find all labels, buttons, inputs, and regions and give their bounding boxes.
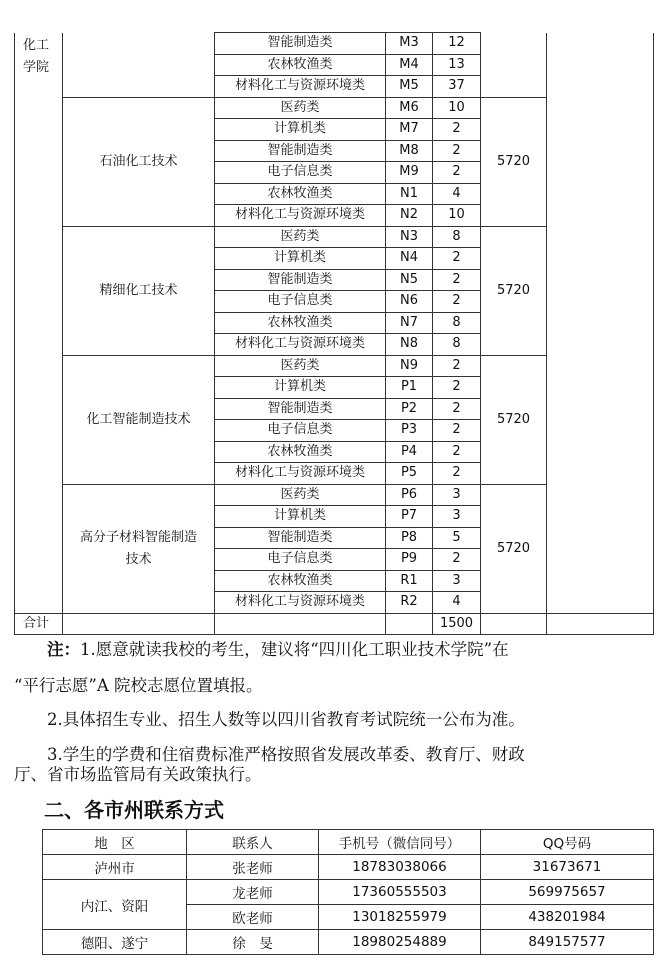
total-count: 1500	[433, 613, 481, 635]
category-cell: 农林牧渔类	[215, 312, 386, 334]
phone-number: 18980254889	[319, 930, 481, 955]
contact-name: 徐 旻	[187, 930, 319, 955]
column-header: 手机号（微信同号）	[319, 830, 481, 855]
empty-cell	[481, 613, 547, 635]
contact-row	[43, 855, 654, 880]
column-header: QQ号码	[481, 830, 654, 855]
count-cell: 13	[433, 54, 481, 76]
category-cell: 计算机类	[215, 248, 386, 270]
code-cell: M3	[386, 33, 433, 55]
code-cell: N1	[386, 183, 433, 205]
major-cell: 石油化工技术	[63, 97, 215, 226]
fee-cell	[481, 33, 547, 98]
note-1	[14, 640, 614, 660]
category-cell: 医药类	[215, 97, 386, 119]
code-cell: N9	[386, 355, 433, 377]
major-cell	[63, 33, 215, 98]
qq-number: 849157577	[481, 930, 654, 955]
code-cell: M4	[386, 54, 433, 76]
major-cell: 化工智能制造技术	[63, 355, 215, 484]
enrollment-table	[14, 32, 654, 635]
count-cell: 3	[433, 506, 481, 528]
category-cell: 材料化工与资源环境类	[215, 334, 386, 356]
category-cell: 电子信息类	[215, 291, 386, 313]
major-cell	[63, 484, 215, 613]
major-name-line: 高分子材料智能制造	[79, 529, 197, 545]
code-cell: P8	[386, 527, 433, 549]
total-row	[15, 613, 654, 635]
empty-cell	[63, 613, 215, 635]
note-1-line-1: 1.愿意就读我校的考生，建议将“四川化工职业技术学院”在	[80, 640, 509, 659]
category-cell: 计算机类	[215, 377, 386, 399]
contact-table	[42, 829, 654, 955]
fee-cell: 5720	[481, 97, 547, 226]
contact-row	[43, 880, 654, 905]
note-prefix: 注：	[47, 640, 80, 659]
contact-name: 龙老师	[187, 880, 319, 905]
count-cell: 3	[433, 570, 481, 592]
category-cell: 医药类	[215, 355, 386, 377]
count-cell: 10	[433, 97, 481, 119]
category-cell: 农林牧渔类	[215, 570, 386, 592]
code-cell: N2	[386, 205, 433, 227]
code-cell: R2	[386, 592, 433, 614]
count-cell: 2	[433, 291, 481, 313]
category-cell: 计算机类	[215, 506, 386, 528]
remarks-cell	[547, 33, 654, 614]
category-cell: 智能制造类	[215, 398, 386, 420]
count-cell: 2	[433, 140, 481, 162]
note-1-line-2: “平行志愿”A 院校志愿位置填报。	[14, 676, 263, 695]
category-cell: 智能制造类	[215, 269, 386, 291]
note-2: 2.具体招生专业、招生人数等以四川省教育考试院统一公布为准。	[47, 710, 525, 729]
note-3: 3.学生的学费和住宿费标准严格按照省发展改革委、教育厅、财政	[47, 745, 525, 764]
category-cell: 农林牧渔类	[215, 54, 386, 76]
category-cell: 农林牧渔类	[215, 183, 386, 205]
fee-cell: 5720	[481, 484, 547, 613]
count-cell: 4	[433, 592, 481, 614]
fee-cell: 5720	[481, 355, 547, 484]
qq-number: 438201984	[481, 905, 654, 930]
college-name: 化工学院	[23, 37, 50, 75]
phone-number: 17360555503	[319, 880, 481, 905]
qq-number: 31673671	[481, 855, 654, 880]
count-cell: 5	[433, 527, 481, 549]
code-cell: N7	[386, 312, 433, 334]
code-cell: N4	[386, 248, 433, 270]
count-cell: 2	[433, 119, 481, 141]
code-cell: M9	[386, 162, 433, 184]
code-cell: R1	[386, 570, 433, 592]
code-cell: P5	[386, 463, 433, 485]
count-cell: 2	[433, 463, 481, 485]
contact-row	[43, 930, 654, 955]
column-header: 联系人	[187, 830, 319, 855]
column-header: 地 区	[43, 830, 187, 855]
note-3-line-2: 厅、省市场监管局有关政策执行。	[14, 765, 262, 784]
category-cell: 智能制造类	[215, 527, 386, 549]
category-cell: 医药类	[215, 484, 386, 506]
code-cell: N5	[386, 269, 433, 291]
category-cell: 智能制造类	[215, 33, 386, 55]
category-cell: 农林牧渔类	[215, 441, 386, 463]
code-cell: P3	[386, 420, 433, 442]
count-cell: 37	[433, 76, 481, 98]
college-cell	[15, 33, 63, 614]
code-cell: P6	[386, 484, 433, 506]
code-cell: P1	[386, 377, 433, 399]
count-cell: 2	[433, 269, 481, 291]
count-cell: 8	[433, 334, 481, 356]
region-cell: 德阳、遂宁	[43, 930, 187, 955]
region-cell: 泸州市	[43, 855, 187, 880]
count-cell: 2	[433, 162, 481, 184]
code-cell: M8	[386, 140, 433, 162]
contact-name: 欧老师	[187, 905, 319, 930]
region-cell: 内江、资阳	[43, 880, 187, 930]
qq-number: 569975657	[481, 880, 654, 905]
phone-number: 18783038066	[319, 855, 481, 880]
count-cell: 2	[433, 248, 481, 270]
code-cell: M6	[386, 97, 433, 119]
contact-name: 张老师	[187, 855, 319, 880]
category-cell: 材料化工与资源环境类	[215, 592, 386, 614]
code-cell: N3	[386, 226, 433, 248]
code-cell: M7	[386, 119, 433, 141]
category-cell: 电子信息类	[215, 420, 386, 442]
code-cell: N8	[386, 334, 433, 356]
code-cell: P9	[386, 549, 433, 571]
phone-number: 13018255979	[319, 905, 481, 930]
code-cell: N6	[386, 291, 433, 313]
empty-cell	[215, 613, 386, 635]
category-cell: 电子信息类	[215, 162, 386, 184]
major-cell: 精细化工技术	[63, 226, 215, 355]
category-cell: 智能制造类	[215, 140, 386, 162]
count-cell: 2	[433, 441, 481, 463]
total-label: 合计	[15, 613, 63, 635]
category-cell: 材料化工与资源环境类	[215, 463, 386, 485]
count-cell: 8	[433, 312, 481, 334]
contact-header-row	[43, 830, 654, 855]
section-heading: 二、各市州联系方式	[44, 798, 224, 822]
count-cell: 10	[433, 205, 481, 227]
count-cell: 3	[433, 484, 481, 506]
category-cell: 医药类	[215, 226, 386, 248]
category-cell: 材料化工与资源环境类	[215, 205, 386, 227]
category-cell: 计算机类	[215, 119, 386, 141]
count-cell: 2	[433, 549, 481, 571]
empty-cell	[547, 613, 654, 635]
count-cell: 2	[433, 420, 481, 442]
count-cell: 2	[433, 377, 481, 399]
empty-cell	[386, 613, 433, 635]
code-cell: P4	[386, 441, 433, 463]
code-cell: M5	[386, 76, 433, 98]
major-name-line: 技术	[125, 551, 152, 567]
category-cell: 电子信息类	[215, 549, 386, 571]
category-cell: 材料化工与资源环境类	[215, 76, 386, 98]
count-cell: 2	[433, 355, 481, 377]
count-cell: 2	[433, 398, 481, 420]
count-cell: 8	[433, 226, 481, 248]
count-cell: 12	[433, 33, 481, 55]
code-cell: P2	[386, 398, 433, 420]
fee-cell: 5720	[481, 226, 547, 355]
table-row	[15, 33, 654, 55]
code-cell: P7	[386, 506, 433, 528]
count-cell: 4	[433, 183, 481, 205]
